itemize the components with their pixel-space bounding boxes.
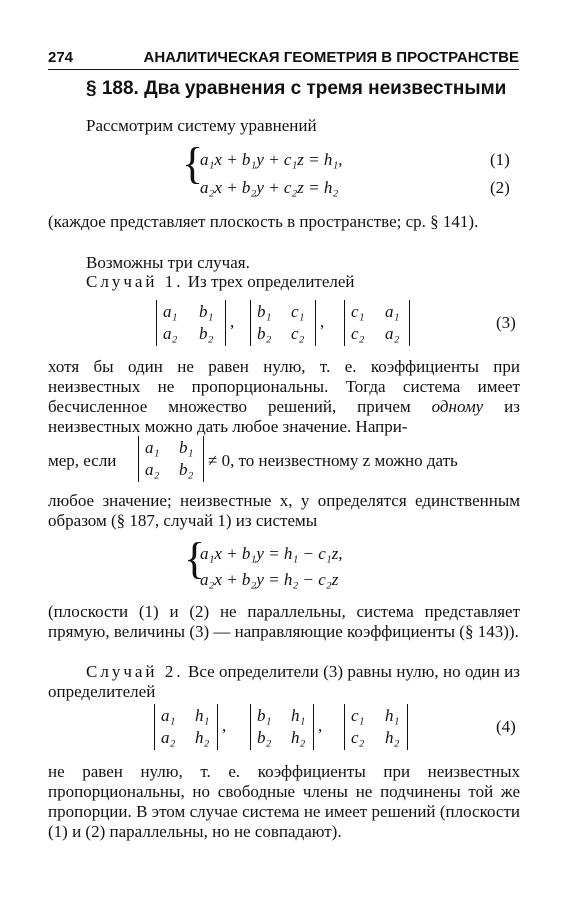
brace-system-2: {	[184, 534, 206, 583]
paragraph-planes-not-parallel: (плоскости (1) и (2) не параллельны, система представляет прямую, величины (3) — направляющие коэффициенты (§ 143)).	[48, 602, 520, 641]
paragraph-planes: (каждое представляет плоскость в пространстве; ср. § 141).	[48, 212, 479, 231]
page-number: 274	[48, 49, 74, 66]
equation-1: a₁x + b₁y + c₁z = h₁,	[200, 150, 343, 169]
case-1-text: Из трех определителей	[187, 272, 355, 291]
equation-system2-1: a₁x + b₁y = h₁ − c₁z,	[200, 544, 343, 563]
running-header	[48, 40, 519, 70]
paragraph-case-2	[48, 662, 520, 702]
equation-2: a₂x + b₂y + c₂z = h₂	[200, 178, 339, 197]
paragraph-unique-solution: любое значение; неизвестные x, y определятся единственным образом (§ 187, случай 1) из системы	[48, 491, 520, 530]
example-suffix: ≠ 0, то неизвестному z можно дать	[208, 451, 458, 470]
equation-system2-2: a₂x + b₂y = h₂ − c₂z	[200, 570, 339, 589]
determinant-b-h: b₁ h₁ b₂ h₂	[250, 704, 314, 750]
determinant-c-h: c₁ h₁ c₂ h₂	[344, 704, 408, 750]
section-title: § 188. Два уравнения с тремя неизвестными	[86, 78, 507, 99]
case-2-text: Все определители (3) равны нулю, но один из определителей	[48, 662, 520, 701]
equation-number-3: (3)	[496, 313, 516, 332]
determinant-a-h: a₁ h₁ a₂ h₂	[154, 704, 218, 750]
paragraph-intro: Рассмотрим систему уравнений	[86, 116, 317, 135]
paragraph-no-solution: не равен нулю, т. е. коэффициенты при неизвестных пропорциональны, но свободные члены не подчинены той же пропорции. В этом случае система не имеет решений (плоскости (1) и (2) параллельны, но не совпадают).	[48, 762, 520, 841]
comma: ,	[230, 312, 235, 331]
determinant-example: a₁ b₁ a₂ b₂	[138, 436, 204, 482]
emphasis-one: одному	[431, 397, 484, 416]
comma: ,	[318, 716, 323, 735]
equation-number-2: (2)	[490, 178, 510, 197]
equation-number-1: (1)	[490, 150, 510, 169]
example-prefix: мер, если	[48, 451, 117, 470]
paragraph-case-1	[48, 272, 520, 292]
comma: ,	[320, 312, 325, 331]
case-1-label: Случай 1.	[86, 272, 184, 291]
paragraph-case-1-explanation: хотя бы один не равен нулю, т. е. коэффициенты при неизвестных не пропорциональны. Тогда система имеет бесчисленное множество решений, причем одному из неизвестных можно дать любое значение. Напри-	[48, 357, 520, 436]
running-title: АНАЛИТИЧЕСКАЯ ГЕОМЕТРИЯ В ПРОСТРАНСТВЕ	[143, 49, 519, 66]
brace-system-1: {	[182, 139, 204, 188]
determinant-c-a: c₁ a₁ c₂ a₂	[344, 300, 410, 346]
paragraph-three-cases: Возможны три случая.	[86, 253, 250, 272]
case-2-label: Случай 2.	[86, 662, 184, 681]
determinant-b-c: b₁ c₁ b₂ c₂	[250, 300, 316, 346]
equation-number-4: (4)	[496, 717, 516, 736]
comma: ,	[222, 716, 227, 735]
determinant-a-b: a₁ b₁ a₂ b₂	[156, 300, 226, 346]
